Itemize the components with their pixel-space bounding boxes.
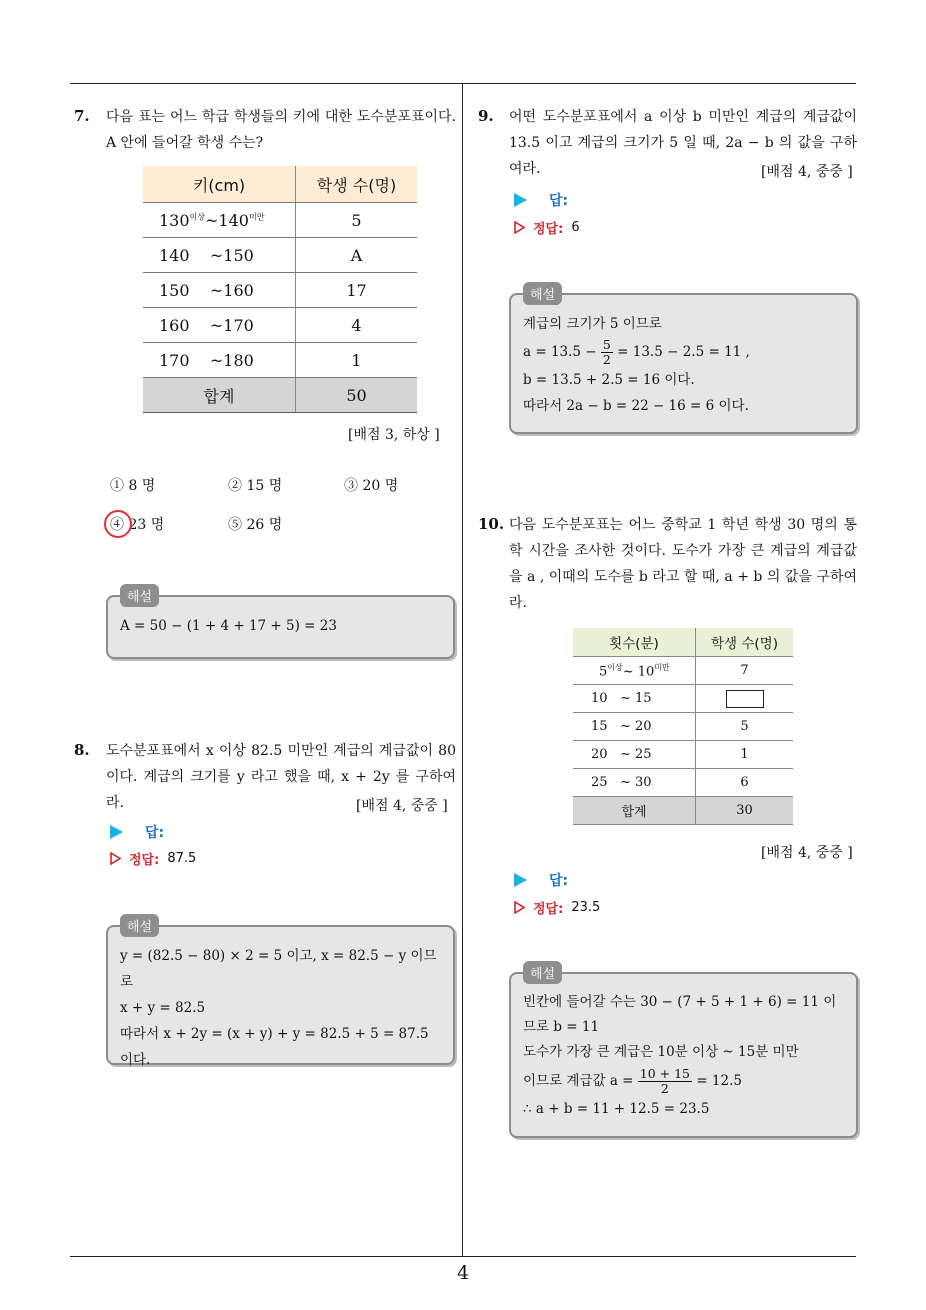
q8-text: 도수분포표에서 x 이상 82.5 미만인 계급의 계급값이 80 이다. 계급의 크기를 y 라고 했을 때, x + 2y 를 구하여라. — [106, 743, 456, 811]
q8-solution-box — [106, 920, 455, 1068]
q10-answer-label: 답: — [549, 873, 569, 889]
q10-solution-line-3: 도수가 가장 큰 계급은 10분 이상 ~ 15분 미만 — [523, 1044, 799, 1060]
q10-header-count: 학생 수(명) — [696, 628, 794, 657]
q7-row-5-value: 1 — [296, 343, 418, 378]
q9-solution-line-1: 계급의 크기가 5 이므로 — [523, 316, 662, 332]
q7-header-count: 학생 수(명) — [296, 166, 418, 203]
triangle-icon — [110, 825, 123, 839]
q8-solution-line-4: 이다. — [120, 1052, 151, 1068]
q10-solution-tag: 해설 — [523, 961, 562, 984]
q7-choice-4[interactable]: ④ 23 명 — [110, 517, 165, 533]
q10-row-1-value: 7 — [696, 657, 794, 685]
q10-correct-label: 정답: — [533, 902, 564, 917]
outline-triangle-icon — [110, 852, 121, 865]
q7-row-1-value: 5 — [296, 203, 418, 238]
q8-score: [배점 4, 중중 ] — [356, 798, 448, 814]
q9-text: 어떤 도수분포표에서 a 이상 b 미만인 계급의 계급값이 13.5 이고 계급의 크기가 5 일 때, 2a − b 의 값을 구하여라. — [509, 109, 857, 177]
selected-answer-mark — [104, 510, 132, 538]
q10-correct-line — [514, 898, 600, 917]
q8-solution-line-1: y = (82.5 − 80) × 2 = 5 이고, x = 82.5 − y 이므로 — [120, 948, 437, 990]
q7-row-3-value: 17 — [296, 273, 418, 308]
q10-solution-box — [509, 967, 858, 1138]
q8-solution-text — [120, 943, 441, 1073]
q10-solution-line-2: 므로 b = 11 — [523, 1019, 600, 1035]
q8-solution-line-2: x + y = 82.5 — [120, 1000, 206, 1016]
triangle-icon — [514, 193, 527, 207]
q10-answer-line — [514, 870, 568, 890]
q9-number: 9. — [478, 107, 494, 125]
q8-solution-line-3: 따라서 x + 2y = (x + y) + y = 82.5 + 5 = 87.5 — [120, 1026, 429, 1042]
q10-total-label: 합계 — [573, 797, 696, 825]
q7-row-5-range: 170 ~180 — [143, 343, 296, 378]
q10-row-4-value: 1 — [696, 741, 794, 769]
q7-row-2-range: 140 ~150 — [143, 238, 296, 273]
q7-row-2-value: A — [296, 238, 418, 273]
q9-correct-label: 정답: — [533, 222, 564, 237]
q10-solution-line-1: 빈칸에 들어갈 수는 30 − (7 + 5 + 1 + 6) = 11 이 — [523, 994, 837, 1010]
q9-answer-line — [514, 190, 568, 210]
q9-solution-line-2: a = 13.5 − $\frac{5}{2}$ = 13.5 − 2.5 = 11 , — [523, 337, 750, 367]
q7-text: 다음 표는 어느 학급 학생들의 키에 대한 도수분포표이다. A 안에 들어갈 학생 수는? — [106, 109, 456, 151]
q10-correct-value: 23.5 — [571, 900, 601, 915]
q10-solution-line-5: ∴ a + b = 11 + 12.5 = 23.5 — [523, 1101, 710, 1117]
q10-row-2-value — [696, 685, 794, 713]
q9-correct-line — [514, 218, 580, 237]
q8-correct-value: 87.5 — [167, 851, 197, 866]
bottom-rule — [70, 1256, 856, 1257]
outline-triangle-icon — [514, 221, 525, 234]
q8-answer-line — [110, 822, 164, 842]
q7-total-value: 50 — [296, 378, 418, 413]
q7-choice-1[interactable]: ① 8 명 — [110, 478, 156, 494]
triangle-icon — [514, 873, 527, 887]
q9-correct-value: 6 — [571, 220, 580, 235]
q10-score: [배점 4, 중중 ] — [761, 845, 853, 861]
q10-number: 10. — [478, 515, 505, 533]
q7-solution-box — [106, 590, 455, 659]
q7-row-4-range: 160 ~170 — [143, 308, 296, 343]
q7-total-label: 합계 — [143, 378, 296, 413]
q10-row-4-range: 20 ~ 25 — [573, 741, 696, 769]
column-divider — [462, 84, 463, 1257]
fraction: $\frac{5}{2}$ — [602, 337, 611, 367]
q8-answer-label: 답: — [145, 825, 165, 841]
q10-row-1-range: $5^{이상}\sim$ $10^{미만}$ — [573, 657, 696, 685]
page-number: 4 — [456, 1262, 470, 1284]
q7-choice-5[interactable]: ⑤ 26 명 — [228, 517, 283, 533]
q7-row-4-value: 4 — [296, 308, 418, 343]
q8-solution-tag: 해설 — [120, 914, 159, 937]
q9-solution-box — [509, 288, 858, 434]
q8-correct-label: 정답: — [129, 853, 160, 868]
top-rule — [70, 83, 856, 84]
q10-solution-text — [523, 990, 844, 1122]
q7-table — [143, 166, 417, 413]
q9-score: [배점 4, 중중 ] — [761, 164, 853, 180]
q7-row-3-range: 150 ~160 — [143, 273, 296, 308]
q9-solution-line-4: 따라서 2a − b = 22 − 16 = 6 이다. — [523, 398, 749, 414]
q10-row-3-range: 15 ~ 20 — [573, 713, 696, 741]
q10-row-2-range: 10 ~ 15 — [573, 685, 696, 713]
q7-header-height: 키(cm) — [143, 166, 296, 203]
q7-choice-2[interactable]: ② 15 명 — [228, 478, 283, 494]
q7-choice-3[interactable]: ③ 20 명 — [344, 478, 399, 494]
q7-row-1-range: $130^{이상}\sim 140^{미만}$ — [143, 203, 296, 238]
q9-answer-label: 답: — [549, 193, 569, 209]
q9-solution-text — [523, 311, 844, 419]
q7-solution-text: A = 50 − (1 + 4 + 17 + 5) = 23 — [120, 618, 337, 634]
q10-row-3-value: 5 — [696, 713, 794, 741]
q7-score: [배점 3, 하상 ] — [348, 427, 440, 443]
q8-correct-line — [110, 849, 196, 868]
q10-table — [573, 628, 793, 825]
q9-solution-line-3: b = 13.5 + 2.5 = 16 이다. — [523, 372, 695, 388]
q10-total-value: 30 — [696, 797, 794, 825]
q10-header-time: 횟수(분) — [573, 628, 696, 657]
q10-row-5-range: 25 ~ 30 — [573, 769, 696, 797]
q10-text: 다음 도수분포표는 어느 중학교 1 학년 학생 30 명의 통학 시간을 조사한 것이다. 도수가 가장 큰 계급의 계급값을 a , 이때의 도수를 b 라고 할 때, a + b 의 값을 구하여라. — [509, 517, 857, 611]
q9-solution-tag: 해설 — [523, 282, 562, 305]
q8-number: 8. — [74, 741, 90, 759]
q10-row-5-value: 6 — [696, 769, 794, 797]
q10-solution-line-4: 이므로 계급값 a = $\frac{10 + 15}{2}$ = 12.5 — [523, 1066, 742, 1096]
q7-number: 7. — [74, 107, 90, 125]
outline-triangle-icon — [514, 901, 525, 914]
q7-solution-tag: 해설 — [120, 584, 159, 607]
fraction: $\frac{10 + 15}{2}$ — [639, 1066, 691, 1096]
blank-answer-box[interactable] — [726, 690, 764, 708]
